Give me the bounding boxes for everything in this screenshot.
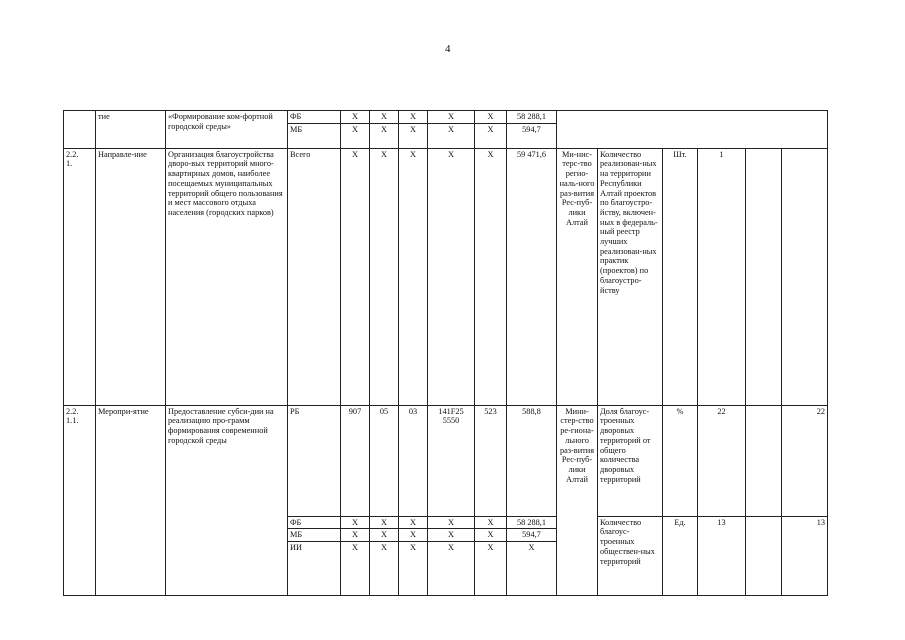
indicator-cell: Количество реализован-ных на территории Республики Алтай проектов по благоустро-йству, включен-ных в федераль-ный реестр лучших реализован-ных практик (проектов) по благоустро-йству bbox=[598, 148, 663, 405]
amount-cell: 59 471,6 bbox=[507, 148, 557, 405]
table-row bbox=[64, 148, 828, 405]
source-cell: ФБ bbox=[288, 516, 341, 529]
pr-cell: Х bbox=[399, 516, 428, 529]
csr-cell: Х bbox=[428, 529, 475, 542]
grbs-cell: 907 bbox=[341, 405, 370, 516]
executor-cell: Мини-стер-ство ре-гиона-льного раз-вития Рес-пуб-лики Алтай bbox=[557, 405, 598, 595]
pr-cell: 03 bbox=[399, 405, 428, 516]
value-cell: 22 bbox=[782, 405, 828, 516]
pr-cell: Х bbox=[399, 148, 428, 405]
value-cell: 13 bbox=[782, 516, 828, 595]
value-cell: 13 bbox=[698, 516, 746, 595]
row-kind-cell: Меропри-ятие bbox=[96, 405, 166, 595]
value-cell bbox=[746, 148, 782, 405]
source-cell: ИИ bbox=[288, 542, 341, 596]
pr-cell: Х bbox=[399, 123, 428, 148]
row-kind-cell: Направле-ние bbox=[96, 148, 166, 405]
table-row bbox=[64, 111, 828, 124]
csr-cell: Х bbox=[428, 111, 475, 124]
unit-cell: % bbox=[663, 405, 698, 516]
executor-cell: Ми-нис-терс-тво регио-наль-ного раз-вития Рес-пуб-лики Алтай bbox=[557, 148, 598, 405]
grbs-cell: Х bbox=[341, 123, 370, 148]
value-cell: 22 bbox=[698, 405, 746, 516]
csr-cell: Х bbox=[428, 542, 475, 596]
rz-cell: Х bbox=[370, 542, 399, 596]
row-number-cell: 2.2. 1. bbox=[64, 148, 96, 405]
amount-cell: Х bbox=[507, 542, 557, 596]
vr-cell: Х bbox=[475, 111, 507, 124]
rz-cell: Х bbox=[370, 148, 399, 405]
row-number-cell bbox=[64, 111, 96, 149]
rz-cell: 05 bbox=[370, 405, 399, 516]
csr-cell: Х bbox=[428, 148, 475, 405]
csr-cell: Х bbox=[428, 516, 475, 529]
amount-cell: 594,7 bbox=[507, 529, 557, 542]
grbs-cell: Х bbox=[341, 529, 370, 542]
grbs-cell: Х bbox=[341, 542, 370, 596]
amount-cell: 58 288,1 bbox=[507, 111, 557, 124]
row-number-cell: 2.2. 1.1. bbox=[64, 405, 96, 595]
indicator-cell: Доля благоус-троенных дворовых территорий от общего количества дворовых территорий bbox=[598, 405, 663, 516]
unit-cell: Ед. bbox=[663, 516, 698, 595]
source-cell: РБ bbox=[288, 405, 341, 516]
pr-cell: Х bbox=[399, 111, 428, 124]
indicator-cell: Количество благоус-троенных обществен-ных территорий bbox=[598, 516, 663, 595]
table-row bbox=[64, 405, 828, 516]
vr-cell: Х bbox=[475, 148, 507, 405]
grbs-cell: Х bbox=[341, 516, 370, 529]
blank-area bbox=[557, 111, 828, 149]
budget-table bbox=[63, 110, 828, 596]
row-kind-cell: тие bbox=[96, 111, 166, 149]
rz-cell: Х bbox=[370, 111, 399, 124]
source-cell: Всего bbox=[288, 148, 341, 405]
value-cell bbox=[746, 405, 782, 516]
vr-cell: 523 bbox=[475, 405, 507, 516]
value-cell: 1 bbox=[698, 148, 746, 405]
pr-cell: Х bbox=[399, 529, 428, 542]
row-description-cell: «Формирование ком-фортной городской среды» bbox=[166, 111, 288, 149]
source-cell: МБ bbox=[288, 123, 341, 148]
vr-cell: Х bbox=[475, 542, 507, 596]
row-description-cell: Организация благоустройства дворо-вых территорий много-квартирных домов, наиболее посещаемых муниципальных территорий общего пользования и мест массового отдыха населения (городских парков) bbox=[166, 148, 288, 405]
grbs-cell: Х bbox=[341, 111, 370, 124]
amount-cell: 58 288,1 bbox=[507, 516, 557, 529]
vr-cell: Х bbox=[475, 516, 507, 529]
value-cell bbox=[782, 148, 828, 405]
rz-cell: Х bbox=[370, 123, 399, 148]
value-cell bbox=[746, 516, 782, 595]
vr-cell: Х bbox=[475, 529, 507, 542]
rz-cell: Х bbox=[370, 516, 399, 529]
source-cell: ФБ bbox=[288, 111, 341, 124]
grbs-cell: Х bbox=[341, 148, 370, 405]
source-cell: МБ bbox=[288, 529, 341, 542]
rz-cell: Х bbox=[370, 529, 399, 542]
page-number: 4 bbox=[445, 43, 451, 55]
pr-cell: Х bbox=[399, 542, 428, 596]
amount-cell: 594,7 bbox=[507, 123, 557, 148]
unit-cell: Шт. bbox=[663, 148, 698, 405]
amount-cell: 588,8 bbox=[507, 405, 557, 516]
csr-cell: 141F25 5550 bbox=[428, 405, 475, 516]
csr-cell: Х bbox=[428, 123, 475, 148]
row-description-cell: Предоставление субси-дии на реализацию про-грамм формирования современной городской среды bbox=[166, 405, 288, 595]
vr-cell: Х bbox=[475, 123, 507, 148]
